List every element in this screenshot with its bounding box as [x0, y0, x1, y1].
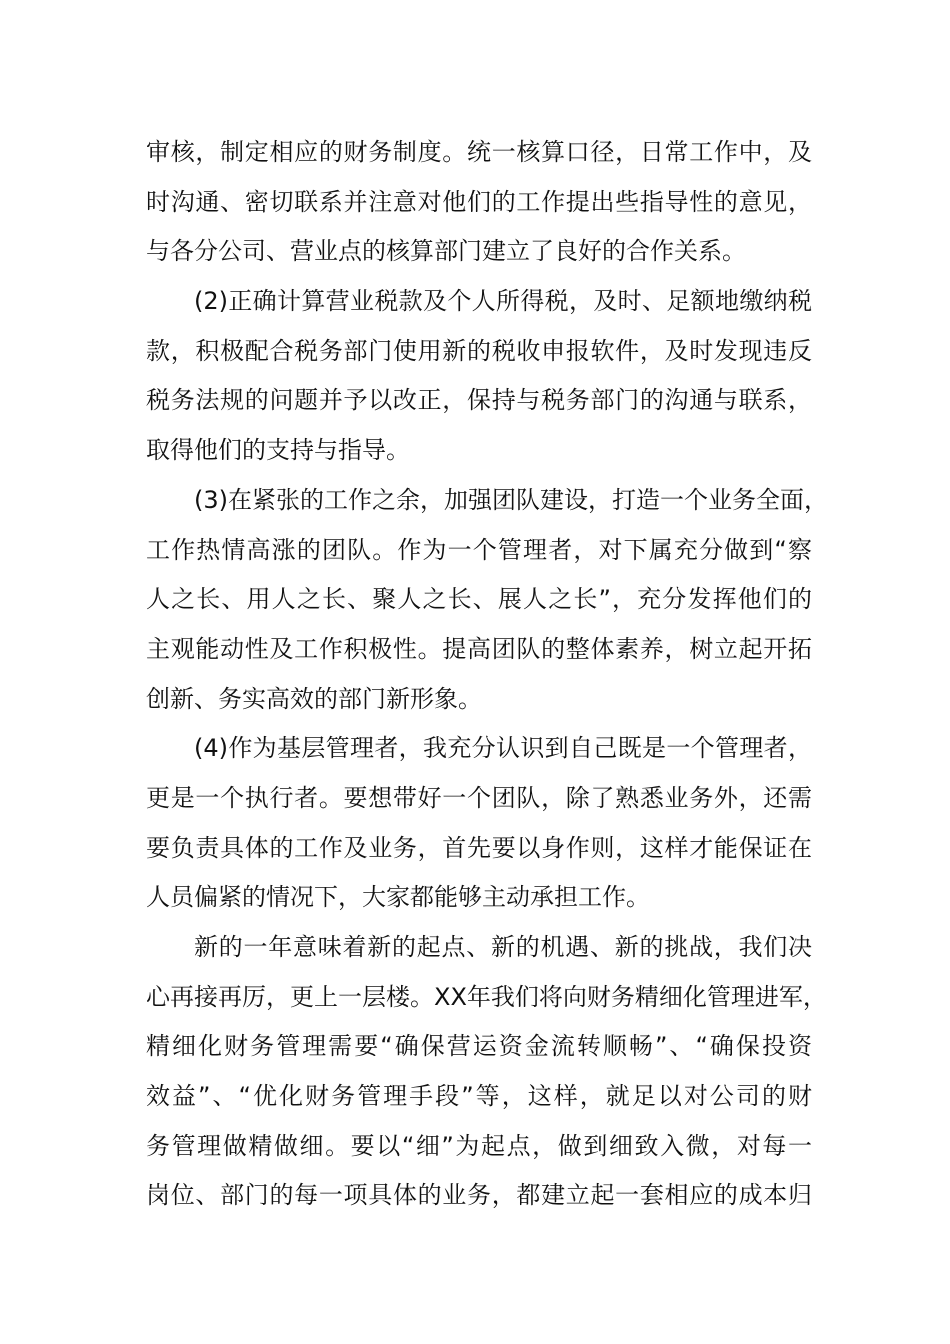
- text-line: 工作热情高涨的团队。作为一个管理者，对下属充分做到“察: [146, 535, 812, 564]
- text-line: 款，积极配合税务部门使用新的税收申报软件，及时发现违反: [146, 336, 812, 365]
- text-line: (2)正确计算营业税款及个人所得税，及时、足额地缴纳税: [194, 287, 812, 316]
- document-body: [146, 128, 828, 1221]
- text-line: 更是一个执行者。要想带好一个团队，除了熟悉业务外，还需: [146, 783, 812, 812]
- text-line: 精细化财务管理需要“确保营运资金流转顺畅”、“确保投资: [146, 1032, 812, 1061]
- text-line: 税务法规的问题并予以改正，保持与税务部门的沟通与联系，: [146, 386, 812, 415]
- text-line: 取得他们的支持与指导。: [146, 436, 410, 465]
- text-line: (4)作为基层管理者，我充分认识到自己既是一个管理者，: [194, 734, 812, 763]
- text-line: 新的一年意味着新的起点、新的机遇、新的挑战，我们决: [194, 933, 812, 961]
- text-line: 审核，制定相应的财务制度。统一核算口径，日常工作中，及: [146, 138, 812, 166]
- text-line: 心再接再厉，更上一层楼。XX年我们将向财务精细化管理进军，: [146, 982, 827, 1011]
- text-line: 务管理做精做细。要以“细”为起点，做到细致入微，对每一: [146, 1131, 812, 1160]
- text-line: 主观能动性及工作积极性。提高团队的整体素养，树立起开拓: [146, 634, 812, 663]
- text-line: 时沟通、密切联系并注意对他们的工作提出些指导性的意见，: [146, 187, 812, 216]
- text-line: 人员偏紧的情况下，大家都能够主动承担工作。: [146, 883, 650, 912]
- text-line: 创新、务实高效的部门新形象。: [146, 684, 482, 713]
- text-line: 效益”、“优化财务管理手段”等，这样，就足以对公司的财: [146, 1082, 812, 1111]
- text-line: 要负责具体的工作及业务，首先要以身作则，这样才能保证在: [146, 833, 812, 862]
- text-line: (3)在紧张的工作之余，加强团队建设，打造一个业务全面，: [194, 485, 828, 514]
- text-line: 岗位、部门的每一项具体的业务，都建立起一套相应的成本归: [146, 1181, 812, 1210]
- text-line: 人之长、用人之长、聚人之长、展人之长”，充分发挥他们的: [146, 585, 812, 614]
- text-line: 与各分公司、营业点的核算部门建立了良好的合作关系。: [146, 237, 746, 266]
